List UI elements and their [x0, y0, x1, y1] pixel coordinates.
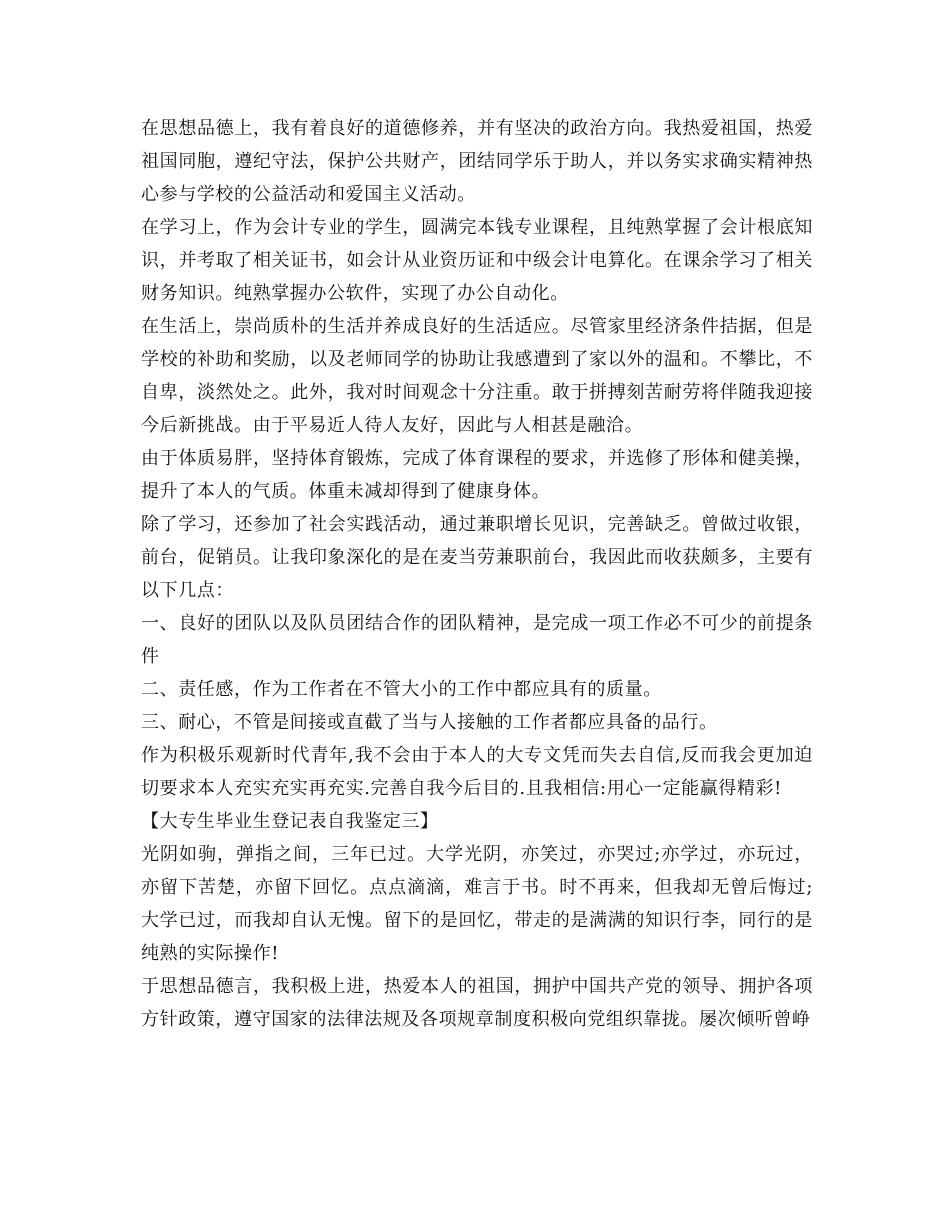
paragraph-ideology: 于思想品德言，我积极上进，热爱本人的祖国，拥护中国共产党的领导、拥护各项方针政策，遵守国家的法律法规及各项规章制度积极向党组织靠拢。屡次倾听曾峥: [141, 976, 813, 1030]
paragraph-reflection: 光阴如驹，弹指之间，三年已过。大学光阴，亦笑过，亦哭过;亦学过，亦玩过，亦留下苦楚，亦留下回忆。点点滴滴，难言于书。时不再来，但我却无曾后悔过;大学已过，而我却自认无愧。留下的是回忆，带走的是满满的知识行李，同行的是纯熟的实际操作!: [141, 844, 813, 964]
paragraph-sports: 由于体质易胖，坚持体育锻炼，完成了体育课程的要求，并选修了形体和健美操，提升了本人的气质。体重未减却得到了健康身体。: [141, 448, 813, 502]
paragraph-moral-character: 在思想品德上，我有着良好的道德修养，并有坚决的政治方向。我热爱祖国，热爱祖国同胞，遵纪守法，保护公共财产，团结同学乐于助人，并以务实求确实精神热心参与学校的公益活动和爱国主义活动。: [141, 118, 813, 205]
list-item-teamwork: 一、良好的团队以及队员团结合作的团队精神，是完成一项工作必不可少的前提条件: [141, 613, 813, 667]
paragraph-life: 在生活上，崇尚质朴的生活并养成良好的生活适应。尽管家里经济条件拮据，但是学校的补助和奖励，以及老师同学的协助让我感遭到了家以外的温和。不攀比，不自卑，淡然处之。此外，我对时间观念十分注重。敢于拼搏刻苦耐劳将伴随我迎接今后新挑战。由于平易近人待人友好，因此与人相甚是融洽。: [141, 316, 813, 436]
section-heading: 【大专生毕业生登记表自我鉴定三】: [141, 811, 439, 832]
document-body: [141, 112, 813, 1036]
list-item-responsibility: 二、责任感，作为工作者在不管大小的工作中都应具有的质量。: [141, 679, 662, 700]
paragraph-study: 在学习上，作为会计专业的学生，圆满完本钱专业课程，且纯熟掌握了会计根底知识，并考取了相关证书，如会计从业资历证和中级会计电算化。在课余学习了相关财务知识。纯熟掌握办公软件，实现了办公自动化。: [141, 217, 813, 304]
paragraph-conclusion: 作为积极乐观新时代青年,我不会由于本人的大专文凭而失去自信,反而我会更加迫切要求本人充实充实再充实.完善自我今后目的.且我相信:用心一定能赢得精彩!: [141, 745, 813, 799]
list-item-patience: 三、耐心，不管是间接或直截了当与人接触的工作者都应具备的品行。: [141, 712, 718, 733]
paragraph-social-practice: 除了学习，还参加了社会实践活动，通过兼职增长见识，完善缺乏。曾做过收银，前台，促销员。让我印象深化的是在麦当劳兼职前台，我因此而收获颇多，主要有以下几点：: [141, 514, 813, 601]
